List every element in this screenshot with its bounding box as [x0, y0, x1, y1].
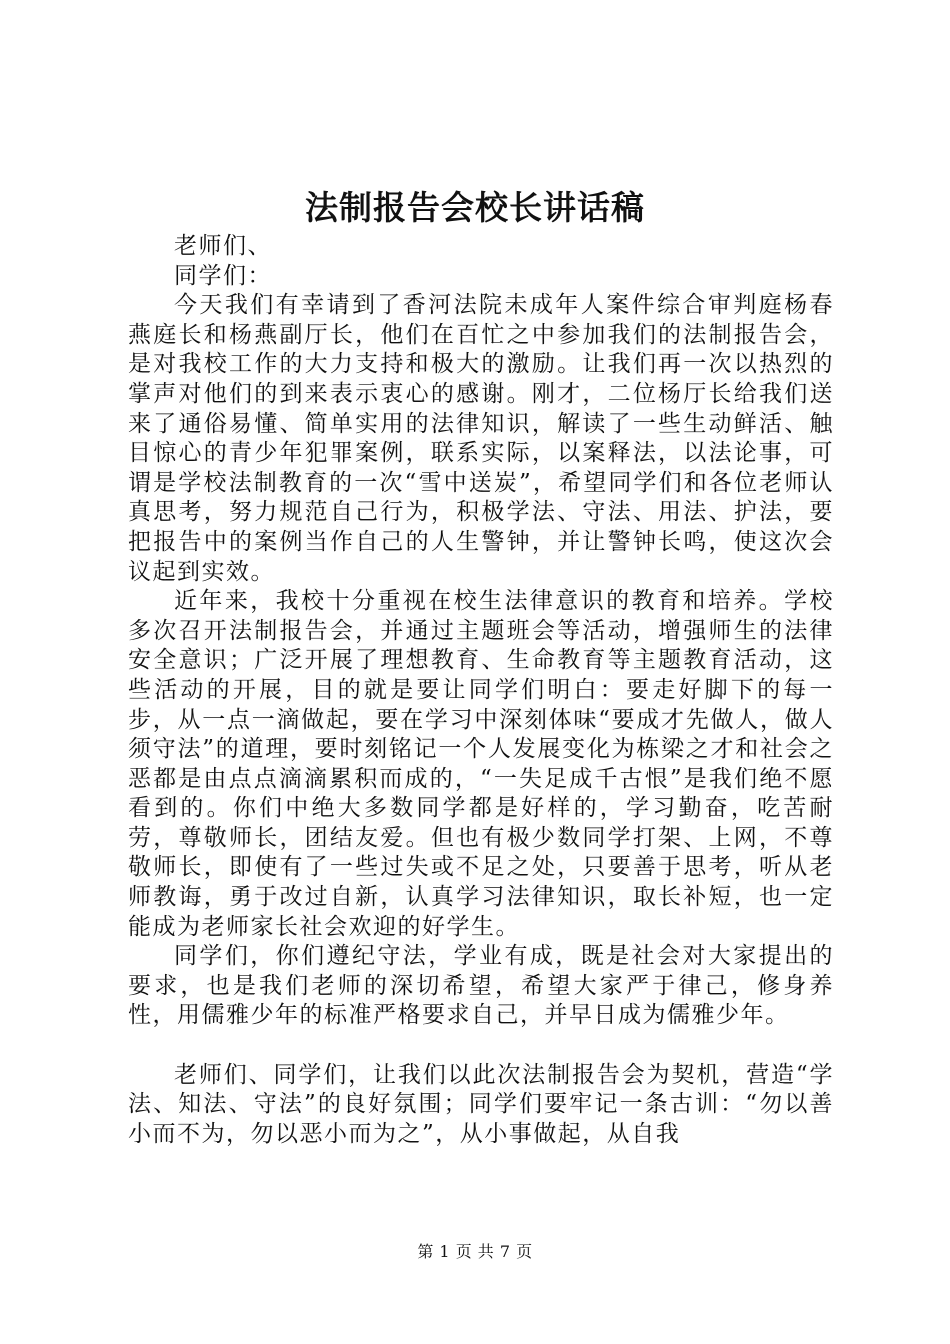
- page-footer: 第 1 页 共 7 页: [417, 1242, 533, 1261]
- paragraph-3: 同学们，你们遵纪守法，学业有成，既是社会对大家提出的要求，也是我们老师的深切希望，希望大家严于律己，修身养性，用儒雅少年的标准严格要求自己，并早日成为儒雅少年。: [128, 943, 834, 1029]
- document-body: [128, 232, 834, 1149]
- document-title: 法制报告会校长讲话稿: [305, 188, 645, 227]
- salutation-teachers: 老师们、: [174, 233, 272, 259]
- paragraph-2: 近年来，我校十分重视在校生法律意识的教育和培养。学校多次召开法制报告会，并通过主题班会等活动，增强师生的法律安全意识；广泛开展了理想教育、生命教育等主题教育活动，这些活动的开展，目的就是要让同学们明白：要走好脚下的每一步，从一点一滴做起，要在学习中深刻体味“要成才先做人，做人须守法”的道理，要时刻铭记一个人发展变化为栋梁之才和社会之恶都是由点点滴滴累积而成的，“一失足成千古恨”是我们绝不愿看到的。你们中绝大多数同学都是好样的，学习勤奋，吃苦耐劳，尊敬师长，团结友爱。但也有极少数同学打架、上网，不尊敬师长，即使有了一些过失或不足之处，只要善于思考，听从老师教诲，勇于改过自新，认真学习法律知识，取长补短，也一定能成为老师家长社会欢迎的好学生。: [128, 588, 834, 940]
- blank-line: [128, 1031, 834, 1061]
- paragraph-1: 今天我们有幸请到了香河法院未成年人案件综合审判庭杨春燕庭长和杨燕副厅长，他们在百忙之中参加我们的法制报告会，是对我校工作的大力支持和极大的激励。让我们再一次以热烈的掌声对他们的到来表示衷心的感谢。刚才，二位杨厅长给我们送来了通俗易懂、简单实用的法律知识，解读了一些生动鲜活、触目惊心的青少年犯罪案例，联系实际，以案释法，以法论事，可谓是学校法制教育的一次“雪中送炭”，希望同学们和各位老师认真思考，努力规范自己行为，积极学法、守法、用法、护法，要把报告中的案例当作自己的人生警钟，并让警钟长鸣，使这次会议起到实效。: [128, 292, 834, 585]
- paragraph-4: 老师们、同学们，让我们以此次法制报告会为契机，营造“学法、知法、守法”的良好氛围；同学们要牢记一条古训：“勿以善小而不为，勿以恶小而为之”，从小事做起，从自我: [128, 1061, 834, 1147]
- salutation-students: 同学们：: [174, 262, 272, 289]
